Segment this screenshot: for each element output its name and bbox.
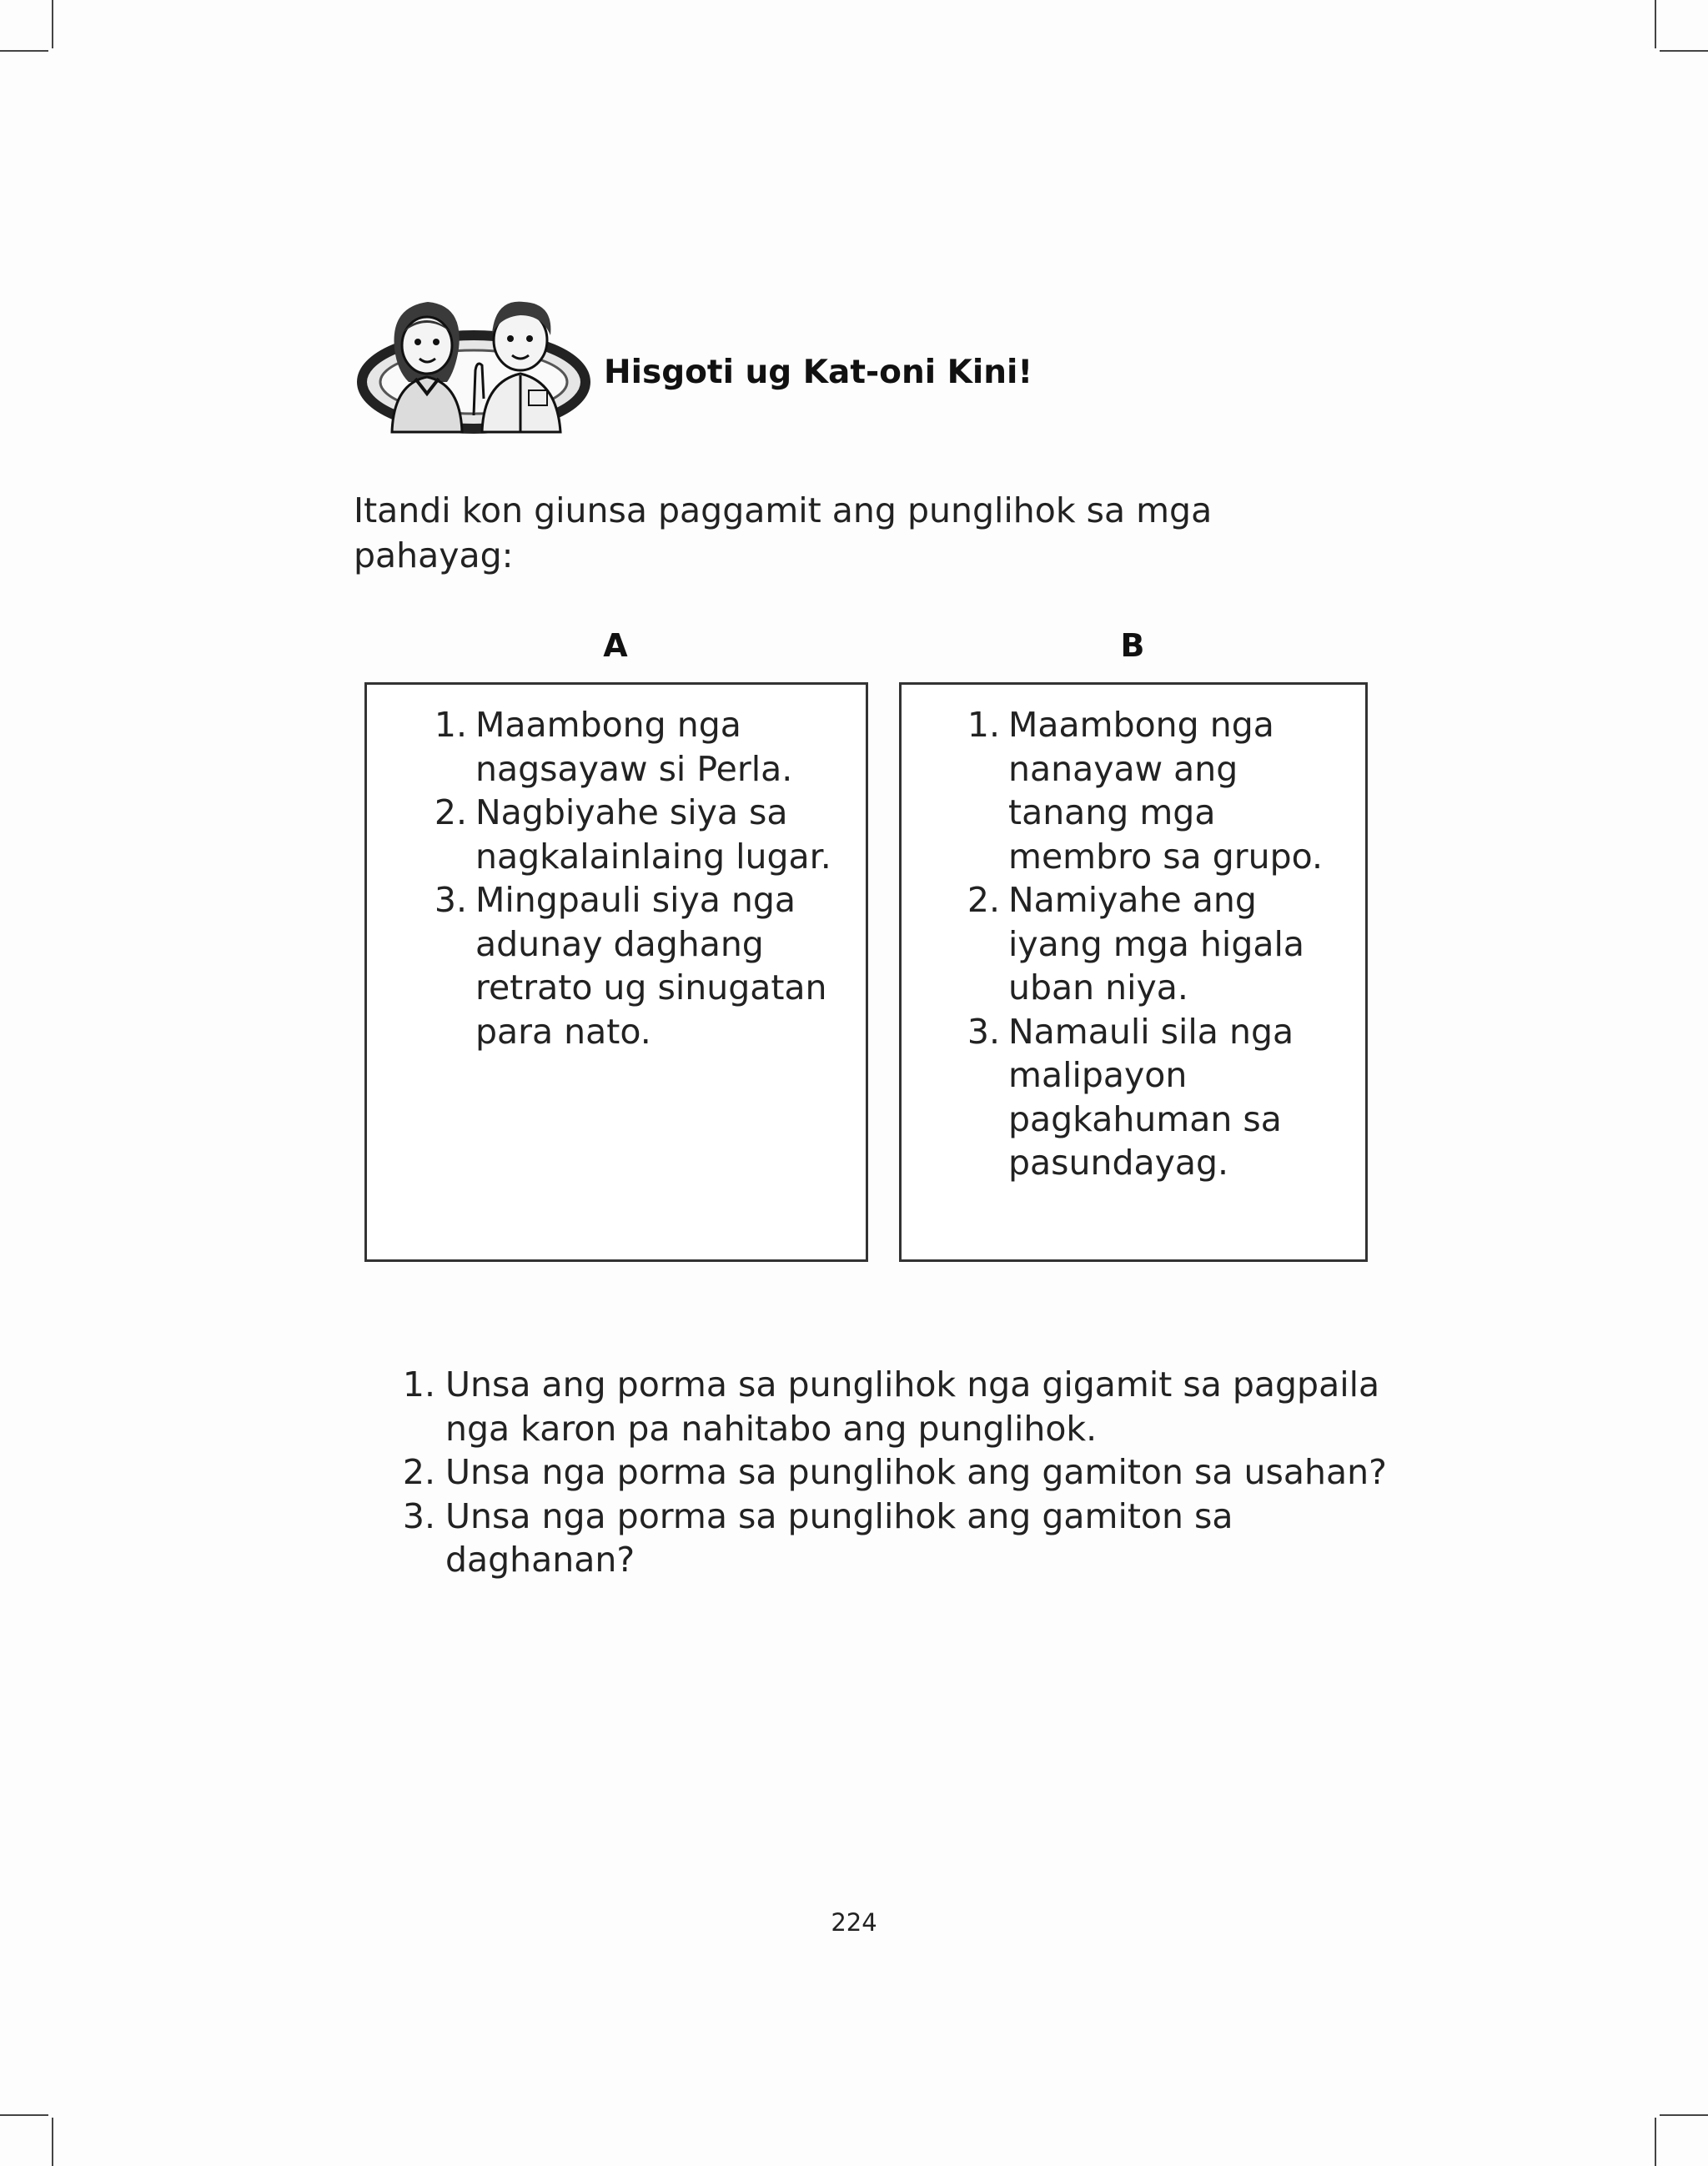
item-line: adunay daghang <box>475 923 764 964</box>
question-list <box>397 1363 1439 1582</box>
column-b-list <box>963 703 1352 1185</box>
item-line: Mingpauli siya nga <box>475 880 796 920</box>
question-line: Unsa ang porma sa punglihok nga gigamit sa pagpaila <box>445 1364 1380 1405</box>
column-b-label: B <box>1120 627 1145 664</box>
question-number: 2. <box>402 1452 435 1492</box>
crop-mark <box>52 2118 53 2166</box>
item-number: 3. <box>967 1011 1000 1052</box>
item-line: pagkahuman sa <box>1008 1098 1282 1139</box>
crop-mark <box>52 0 53 48</box>
list-item <box>963 703 1352 878</box>
list-item <box>430 791 849 878</box>
item-number: 2. <box>967 880 1000 920</box>
crop-mark <box>0 2114 48 2116</box>
item-line: membro sa grupo. <box>1008 836 1324 877</box>
item-line: Nagbiyahe siya sa <box>475 792 788 832</box>
item-line: Maambong nga <box>1008 705 1274 745</box>
crop-mark <box>1655 0 1656 48</box>
question-item <box>397 1450 1439 1495</box>
item-number: 3. <box>434 880 467 920</box>
crop-mark <box>0 50 48 52</box>
item-line: iyang mga higala <box>1008 923 1304 964</box>
question-line: Unsa nga porma sa punglihok ang gamiton sa usahan? <box>445 1452 1387 1492</box>
page-number: 224 <box>831 1908 877 1937</box>
instruction-text: Itandi kon giunsa paggamit ang punglihok sa mga pahayag: <box>354 490 1213 575</box>
item-line: Namauli sila nga <box>1008 1011 1294 1052</box>
question-line: Unsa nga porma sa punglihok ang gamiton sa <box>445 1495 1233 1536</box>
item-number: 2. <box>434 792 467 832</box>
girl-figure <box>392 302 462 432</box>
list-item <box>963 1010 1352 1185</box>
item-line: uban niya. <box>1008 967 1188 1008</box>
column-b-box <box>899 682 1368 1262</box>
item-line: nagkalainlaing lugar. <box>475 836 831 877</box>
list-item <box>430 878 849 1053</box>
item-line: tanang mga <box>1008 792 1216 832</box>
children-illustration <box>357 290 599 440</box>
item-line: nanayaw ang <box>1008 748 1238 789</box>
column-a-label: A <box>603 627 628 664</box>
item-line: Maambong nga <box>475 705 741 745</box>
item-line: para nato. <box>475 1011 651 1052</box>
item-line: malipayon <box>1008 1055 1188 1095</box>
item-number: 1. <box>434 705 467 745</box>
question-item <box>397 1363 1439 1450</box>
question-line: daghanan? <box>445 1540 635 1580</box>
item-line: retrato ug sinugatan <box>475 967 827 1008</box>
section-heading: Hisgoti ug Kat-oni Kini! <box>604 354 1033 391</box>
column-a-box <box>364 682 868 1262</box>
item-number: 1. <box>967 705 1000 745</box>
list-item <box>430 703 849 791</box>
column-a-list <box>430 703 849 1053</box>
crop-mark <box>1660 2114 1708 2116</box>
crop-mark <box>1655 2118 1656 2166</box>
question-line: nga karon pa nahitabo ang punglihok. <box>445 1408 1098 1449</box>
item-line: pasundayag. <box>1008 1143 1229 1183</box>
list-item <box>963 878 1352 1010</box>
question-item <box>397 1495 1439 1582</box>
item-line: nagsayaw si Perla. <box>475 748 793 789</box>
question-number: 1. <box>402 1364 435 1405</box>
crop-mark <box>1660 50 1708 52</box>
question-number: 3. <box>402 1495 435 1536</box>
item-line: Namiyahe ang <box>1008 880 1257 920</box>
